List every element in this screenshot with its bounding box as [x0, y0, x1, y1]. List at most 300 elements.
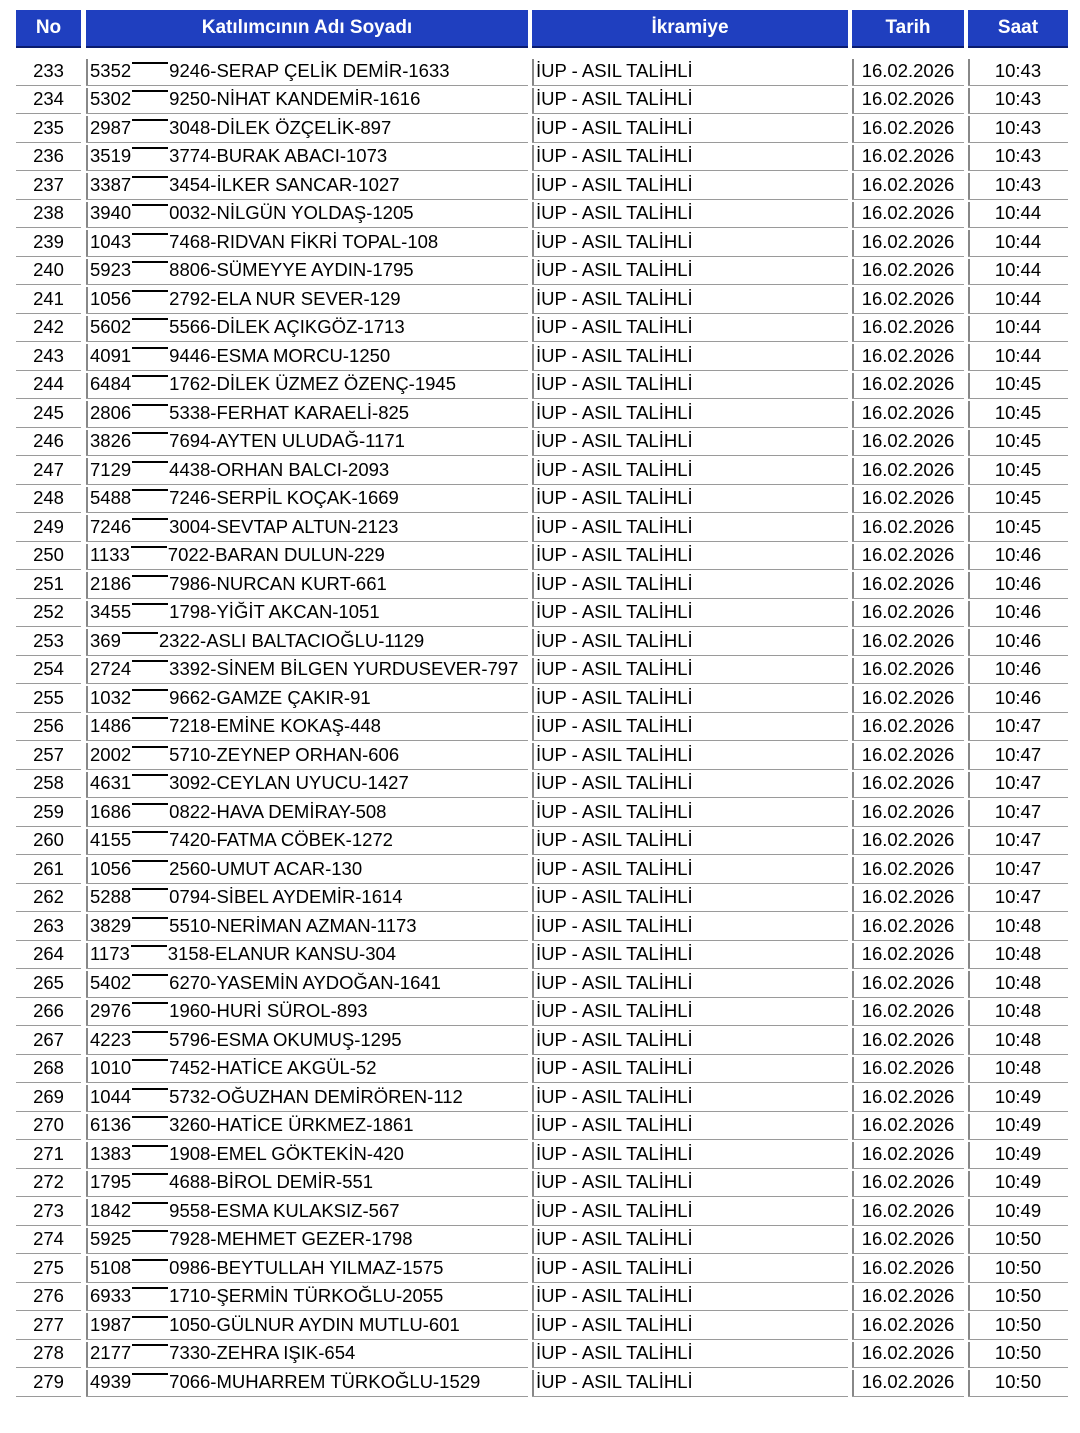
- name-prefix: 2002: [90, 743, 132, 765]
- row-prize: İUP - ASIL TALİHLİ: [532, 1226, 848, 1255]
- row-date: 16.02.2026: [852, 428, 964, 457]
- table-row: [16, 542, 1068, 571]
- row-date: 16.02.2026: [852, 542, 964, 571]
- name-prefix: 5302: [90, 88, 132, 110]
- redaction-mark: [132, 518, 168, 520]
- row-name: [86, 371, 528, 400]
- row-no: 258: [16, 770, 81, 799]
- redaction-mark: [132, 318, 168, 320]
- name-suffix: 1710-ŞERMİN TÜRKOĞLU-2055: [169, 1285, 444, 1307]
- row-name: [86, 342, 528, 371]
- row-time: 10:43: [968, 171, 1068, 200]
- row-no: 270: [16, 1112, 81, 1141]
- name-suffix: 0822-HAVA DEMİRAY-508: [169, 800, 387, 822]
- row-date: 16.02.2026: [852, 969, 964, 998]
- name-suffix: 3392-SİNEM BİLGEN YURDUSEVER-797: [169, 658, 519, 680]
- table-row: [16, 57, 1068, 86]
- table-row: [16, 228, 1068, 257]
- name-prefix: 2186: [90, 572, 132, 594]
- row-prize: İUP - ASIL TALİHLİ: [532, 627, 848, 656]
- name-suffix: 7022-BARAN DULUN-229: [167, 544, 385, 566]
- row-time: 10:46: [968, 542, 1068, 571]
- name-suffix: 3158-ELANUR KANSU-304: [167, 943, 397, 965]
- name-prefix: 5488: [90, 487, 132, 509]
- name-prefix: 7129: [90, 458, 132, 480]
- row-name: [86, 684, 528, 713]
- row-prize: İUP - ASIL TALİHLİ: [532, 656, 848, 685]
- row-date: 16.02.2026: [852, 855, 964, 884]
- name-prefix: 1987: [90, 1313, 132, 1335]
- name-prefix: 2806: [90, 401, 132, 423]
- redaction-mark: [132, 261, 168, 263]
- row-time: 10:45: [968, 456, 1068, 485]
- name-suffix: 1908-EMEL GÖKTEKİN-420: [169, 1142, 404, 1164]
- name-suffix: 9558-ESMA KULAKSIZ-567: [169, 1199, 400, 1221]
- name-suffix: 5732-OĞUZHAN DEMİRÖREN-112: [169, 1085, 463, 1107]
- row-no: 233: [16, 57, 81, 86]
- name-suffix: 5510-NERİMAN AZMAN-1173: [169, 914, 417, 936]
- table-row: [16, 342, 1068, 371]
- table-row: [16, 941, 1068, 970]
- name-prefix: 1043: [90, 230, 132, 252]
- row-name: [86, 1283, 528, 1312]
- row-time: 10:50: [968, 1340, 1068, 1369]
- row-date: 16.02.2026: [852, 57, 964, 86]
- table-row: [16, 1169, 1068, 1198]
- row-prize: İUP - ASIL TALİHLİ: [532, 485, 848, 514]
- row-date: 16.02.2026: [852, 884, 964, 913]
- row-time: 10:50: [968, 1311, 1068, 1340]
- redaction-mark: [132, 1287, 168, 1289]
- name-suffix: 7066-MUHARREM TÜRKOĞLU-1529: [169, 1370, 481, 1392]
- name-prefix: 3940: [90, 202, 132, 224]
- table-row: [16, 770, 1068, 799]
- table-row: [16, 912, 1068, 941]
- row-date: 16.02.2026: [852, 1083, 964, 1112]
- table-row: [16, 684, 1068, 713]
- table-row: [16, 1112, 1068, 1141]
- name-suffix: 3454-İLKER SANCAR-1027: [169, 173, 400, 195]
- table-row: [16, 513, 1068, 542]
- row-time: 10:50: [968, 1368, 1068, 1397]
- table-row: [16, 285, 1068, 314]
- redaction-mark: [132, 119, 168, 121]
- row-time: 10:50: [968, 1226, 1068, 1255]
- row-time: 10:45: [968, 428, 1068, 457]
- header-name: Katılımcının Adı Soyadı: [86, 10, 528, 46]
- row-prize: İUP - ASIL TALİHLİ: [532, 827, 848, 856]
- table-row: [16, 456, 1068, 485]
- row-prize: İUP - ASIL TALİHLİ: [532, 1140, 848, 1169]
- row-name: [86, 855, 528, 884]
- row-no: 236: [16, 143, 81, 172]
- name-prefix: 1842: [90, 1199, 132, 1221]
- row-time: 10:43: [968, 57, 1068, 86]
- redaction-mark: [132, 1116, 168, 1118]
- name-prefix: 5402: [90, 971, 132, 993]
- row-name: [86, 1026, 528, 1055]
- row-time: 10:45: [968, 485, 1068, 514]
- redaction-mark: [132, 347, 168, 349]
- table-row: [16, 741, 1068, 770]
- row-name: [86, 57, 528, 86]
- table-body: [16, 57, 1068, 1397]
- row-date: 16.02.2026: [852, 1197, 964, 1226]
- redaction-mark: [132, 689, 168, 691]
- redaction-mark: [132, 803, 168, 805]
- row-date: 16.02.2026: [852, 599, 964, 628]
- row-time: 10:46: [968, 599, 1068, 628]
- row-date: 16.02.2026: [852, 399, 964, 428]
- name-prefix: 3519: [90, 145, 132, 167]
- row-prize: İUP - ASIL TALİHLİ: [532, 1026, 848, 1055]
- name-prefix: 1044: [90, 1085, 132, 1107]
- redaction-mark: [132, 1059, 168, 1061]
- redaction-mark: [132, 62, 168, 64]
- row-no: 247: [16, 456, 81, 485]
- name-suffix: 9250-NİHAT KANDEMİR-1616: [169, 88, 421, 110]
- row-prize: İUP - ASIL TALİHLİ: [532, 599, 848, 628]
- redaction-mark: [131, 546, 167, 548]
- row-date: 16.02.2026: [852, 912, 964, 941]
- name-prefix: 5352: [90, 59, 132, 81]
- row-date: 16.02.2026: [852, 371, 964, 400]
- name-prefix: 1056: [90, 857, 132, 879]
- row-time: 10:46: [968, 570, 1068, 599]
- row-time: 10:43: [968, 86, 1068, 115]
- row-prize: İUP - ASIL TALİHLİ: [532, 257, 848, 286]
- row-no: 263: [16, 912, 81, 941]
- name-suffix: 2560-UMUT ACAR-130: [169, 857, 363, 879]
- row-date: 16.02.2026: [852, 713, 964, 742]
- row-time: 10:48: [968, 1026, 1068, 1055]
- row-time: 10:43: [968, 143, 1068, 172]
- row-time: 10:44: [968, 228, 1068, 257]
- header-date: Tarih: [852, 10, 964, 46]
- row-no: 235: [16, 114, 81, 143]
- table-row: [16, 969, 1068, 998]
- redaction-mark: [132, 660, 168, 662]
- row-time: 10:47: [968, 827, 1068, 856]
- name-suffix: 7928-MEHMET GEZER-1798: [169, 1228, 413, 1250]
- redaction-mark: [132, 1173, 168, 1175]
- table-row: [16, 428, 1068, 457]
- name-suffix: 8806-SÜMEYYE AYDIN-1795: [169, 259, 414, 281]
- row-time: 10:44: [968, 285, 1068, 314]
- row-name: [86, 884, 528, 913]
- row-no: 276: [16, 1283, 81, 1312]
- row-prize: İUP - ASIL TALİHLİ: [532, 1083, 848, 1112]
- row-date: 16.02.2026: [852, 770, 964, 799]
- name-prefix: 4631: [90, 772, 132, 794]
- redaction-mark: [132, 860, 168, 862]
- table-row: [16, 627, 1068, 656]
- row-no: 261: [16, 855, 81, 884]
- row-time: 10:47: [968, 884, 1068, 913]
- redaction-mark: [132, 1230, 168, 1232]
- row-no: 251: [16, 570, 81, 599]
- row-date: 16.02.2026: [852, 656, 964, 685]
- name-prefix: 6136: [90, 1114, 132, 1136]
- name-suffix: 2792-ELA NUR SEVER-129: [169, 287, 401, 309]
- row-no: 265: [16, 969, 81, 998]
- name-prefix: 2976: [90, 1000, 132, 1022]
- row-prize: İUP - ASIL TALİHLİ: [532, 428, 848, 457]
- row-date: 16.02.2026: [852, 684, 964, 713]
- table-row: [16, 1311, 1068, 1340]
- row-prize: İUP - ASIL TALİHLİ: [532, 684, 848, 713]
- row-prize: İUP - ASIL TALİHLİ: [532, 1254, 848, 1283]
- redaction-mark: [132, 1002, 168, 1004]
- row-no: 273: [16, 1197, 81, 1226]
- redaction-mark: [132, 717, 168, 719]
- table-row: [16, 713, 1068, 742]
- row-no: 268: [16, 1055, 81, 1084]
- row-no: 271: [16, 1140, 81, 1169]
- name-suffix: 3774-BURAK ABACI-1073: [169, 145, 388, 167]
- name-suffix: 2322-ASLI BALTACIOĞLU-1129: [158, 629, 425, 651]
- row-prize: İUP - ASIL TALİHLİ: [532, 741, 848, 770]
- row-no: 274: [16, 1226, 81, 1255]
- name-suffix: 0032-NİLGÜN YOLDAŞ-1205: [169, 202, 414, 224]
- name-prefix: 1486: [90, 715, 132, 737]
- table-row: [16, 485, 1068, 514]
- row-date: 16.02.2026: [852, 1026, 964, 1055]
- name-suffix: 5566-DİLEK AÇIKGÖZ-1713: [169, 316, 405, 338]
- row-time: 10:43: [968, 114, 1068, 143]
- row-time: 10:48: [968, 969, 1068, 998]
- row-name: [86, 1169, 528, 1198]
- row-no: 246: [16, 428, 81, 457]
- name-prefix: 5602: [90, 316, 132, 338]
- name-suffix: 7694-AYTEN ULUDAĞ-1171: [169, 430, 405, 452]
- row-no: 248: [16, 485, 81, 514]
- redaction-mark: [132, 1316, 168, 1318]
- name-prefix: 5108: [90, 1256, 132, 1278]
- row-name: [86, 1083, 528, 1112]
- row-no: 253: [16, 627, 81, 656]
- row-name: [86, 998, 528, 1027]
- name-prefix: 2987: [90, 116, 132, 138]
- header-time: Saat: [968, 10, 1068, 46]
- row-time: 10:46: [968, 627, 1068, 656]
- redaction-mark: [132, 404, 168, 406]
- redaction-mark: [132, 575, 168, 577]
- row-prize: İUP - ASIL TALİHLİ: [532, 570, 848, 599]
- row-no: 255: [16, 684, 81, 713]
- redaction-mark: [132, 375, 168, 377]
- row-no: 267: [16, 1026, 81, 1055]
- row-prize: İUP - ASIL TALİHLİ: [532, 143, 848, 172]
- row-date: 16.02.2026: [852, 314, 964, 343]
- row-time: 10:46: [968, 684, 1068, 713]
- row-name: [86, 428, 528, 457]
- row-no: 244: [16, 371, 81, 400]
- row-name: [86, 770, 528, 799]
- name-suffix: 6270-YASEMİN AYDOĞAN-1641: [169, 971, 441, 993]
- row-name: [86, 513, 528, 542]
- row-prize: İUP - ASIL TALİHLİ: [532, 855, 848, 884]
- row-date: 16.02.2026: [852, 1112, 964, 1141]
- row-date: 16.02.2026: [852, 171, 964, 200]
- name-suffix: 5338-FERHAT KARAELİ-825: [169, 401, 410, 423]
- row-prize: İUP - ASIL TALİHLİ: [532, 1311, 848, 1340]
- row-name: [86, 171, 528, 200]
- name-suffix: 1960-HURİ SÜROL-893: [169, 1000, 368, 1022]
- row-prize: İUP - ASIL TALİHLİ: [532, 912, 848, 941]
- table-row: [16, 1226, 1068, 1255]
- name-prefix: 1173: [90, 943, 130, 965]
- row-no: 262: [16, 884, 81, 913]
- name-prefix: 1056: [90, 287, 132, 309]
- row-name: [86, 1055, 528, 1084]
- redaction-mark: [132, 204, 168, 206]
- table-row: [16, 114, 1068, 143]
- row-time: 10:49: [968, 1140, 1068, 1169]
- row-name: [86, 570, 528, 599]
- redaction-mark: [132, 90, 168, 92]
- row-prize: İUP - ASIL TALİHLİ: [532, 314, 848, 343]
- row-time: 10:48: [968, 998, 1068, 1027]
- row-prize: İUP - ASIL TALİHLİ: [532, 371, 848, 400]
- row-no: 272: [16, 1169, 81, 1198]
- table-row: [16, 1283, 1068, 1312]
- name-suffix: 3092-CEYLAN UYUCU-1427: [169, 772, 409, 794]
- row-date: 16.02.2026: [852, 798, 964, 827]
- row-name: [86, 485, 528, 514]
- name-prefix: 3387: [90, 173, 132, 195]
- row-name: [86, 713, 528, 742]
- row-name: [86, 1340, 528, 1369]
- row-date: 16.02.2026: [852, 342, 964, 371]
- row-time: 10:45: [968, 371, 1068, 400]
- name-suffix: 1798-YİĞİT AKCAN-1051: [169, 601, 380, 623]
- redaction-mark: [131, 945, 167, 947]
- table-row: [16, 599, 1068, 628]
- name-suffix: 3004-SEVTAP ALTUN-2123: [169, 515, 399, 537]
- row-date: 16.02.2026: [852, 741, 964, 770]
- row-time: 10:46: [968, 656, 1068, 685]
- redaction-mark: [132, 746, 168, 748]
- name-suffix: 1050-GÜLNUR AYDIN MUTLU-601: [169, 1313, 460, 1335]
- redaction-mark: [132, 461, 168, 463]
- row-time: 10:48: [968, 912, 1068, 941]
- name-suffix: 9662-GAMZE ÇAKIR-91: [169, 686, 371, 708]
- row-prize: İUP - ASIL TALİHLİ: [532, 399, 848, 428]
- name-suffix: 1762-DİLEK ÜZMEZ ÖZENÇ-1945: [169, 373, 456, 395]
- row-no: 257: [16, 741, 81, 770]
- name-suffix: 5796-ESMA OKUMUŞ-1295: [169, 1028, 402, 1050]
- row-prize: İUP - ASIL TALİHLİ: [532, 200, 848, 229]
- row-date: 16.02.2026: [852, 1254, 964, 1283]
- table-row: [16, 1026, 1068, 1055]
- table-row: [16, 171, 1068, 200]
- name-prefix: 3455: [90, 601, 132, 623]
- row-prize: İUP - ASIL TALİHLİ: [532, 1283, 848, 1312]
- table-row: [16, 998, 1068, 1027]
- table-row: [16, 656, 1068, 685]
- row-name: [86, 114, 528, 143]
- row-prize: İUP - ASIL TALİHLİ: [532, 941, 848, 970]
- row-name: [86, 1311, 528, 1340]
- name-suffix: 5710-ZEYNEP ORHAN-606: [169, 743, 400, 765]
- row-date: 16.02.2026: [852, 1169, 964, 1198]
- name-prefix: 6484: [90, 373, 132, 395]
- row-prize: İUP - ASIL TALİHLİ: [532, 513, 848, 542]
- row-name: [86, 912, 528, 941]
- redaction-mark: [132, 888, 168, 890]
- table-row: [16, 399, 1068, 428]
- name-prefix: 3829: [90, 914, 132, 936]
- row-name: [86, 1140, 528, 1169]
- name-prefix: 5288: [90, 886, 132, 908]
- name-suffix: 0794-SİBEL AYDEMİR-1614: [169, 886, 403, 908]
- row-time: 10:47: [968, 770, 1068, 799]
- redaction-mark: [132, 176, 168, 178]
- row-date: 16.02.2026: [852, 143, 964, 172]
- row-date: 16.02.2026: [852, 456, 964, 485]
- row-name: [86, 542, 528, 571]
- row-time: 10:48: [968, 941, 1068, 970]
- row-date: 16.02.2026: [852, 998, 964, 1027]
- row-date: 16.02.2026: [852, 485, 964, 514]
- name-suffix: 3048-DİLEK ÖZÇELİK-897: [169, 116, 392, 138]
- name-suffix: 7218-EMİNE KOKAŞ-448: [169, 715, 381, 737]
- row-name: [86, 1226, 528, 1255]
- row-time: 10:44: [968, 314, 1068, 343]
- table-row: [16, 86, 1068, 115]
- row-date: 16.02.2026: [852, 570, 964, 599]
- redaction-mark: [132, 1145, 168, 1147]
- row-time: 10:49: [968, 1197, 1068, 1226]
- table-row: [16, 798, 1068, 827]
- row-time: 10:44: [968, 342, 1068, 371]
- row-name: [86, 656, 528, 685]
- row-prize: İUP - ASIL TALİHLİ: [532, 884, 848, 913]
- row-name: [86, 1368, 528, 1397]
- row-no: 238: [16, 200, 81, 229]
- redaction-mark: [132, 1344, 168, 1346]
- name-suffix: 7246-SERPİL KOÇAK-1669: [169, 487, 399, 509]
- row-prize: İUP - ASIL TALİHLİ: [532, 542, 848, 571]
- row-name: [86, 941, 528, 970]
- row-name: [86, 143, 528, 172]
- row-name: [86, 86, 528, 115]
- table-row: [16, 1083, 1068, 1112]
- row-name: [86, 798, 528, 827]
- row-prize: İUP - ASIL TALİHLİ: [532, 1368, 848, 1397]
- row-no: 234: [16, 86, 81, 115]
- row-date: 16.02.2026: [852, 1140, 964, 1169]
- row-prize: İUP - ASIL TALİHLİ: [532, 456, 848, 485]
- row-name: [86, 314, 528, 343]
- row-no: 240: [16, 257, 81, 286]
- row-date: 16.02.2026: [852, 228, 964, 257]
- redaction-mark: [132, 1202, 168, 1204]
- row-name: [86, 599, 528, 628]
- name-suffix: 4688-BİROL DEMİR-551: [169, 1171, 374, 1193]
- row-name: [86, 1197, 528, 1226]
- row-no: 277: [16, 1311, 81, 1340]
- row-name: [86, 741, 528, 770]
- name-prefix: 1795: [90, 1171, 132, 1193]
- name-prefix: 1010: [90, 1057, 132, 1079]
- table-row: [16, 570, 1068, 599]
- row-date: 16.02.2026: [852, 941, 964, 970]
- redaction-mark: [132, 432, 168, 434]
- row-time: 10:47: [968, 798, 1068, 827]
- row-date: 16.02.2026: [852, 86, 964, 115]
